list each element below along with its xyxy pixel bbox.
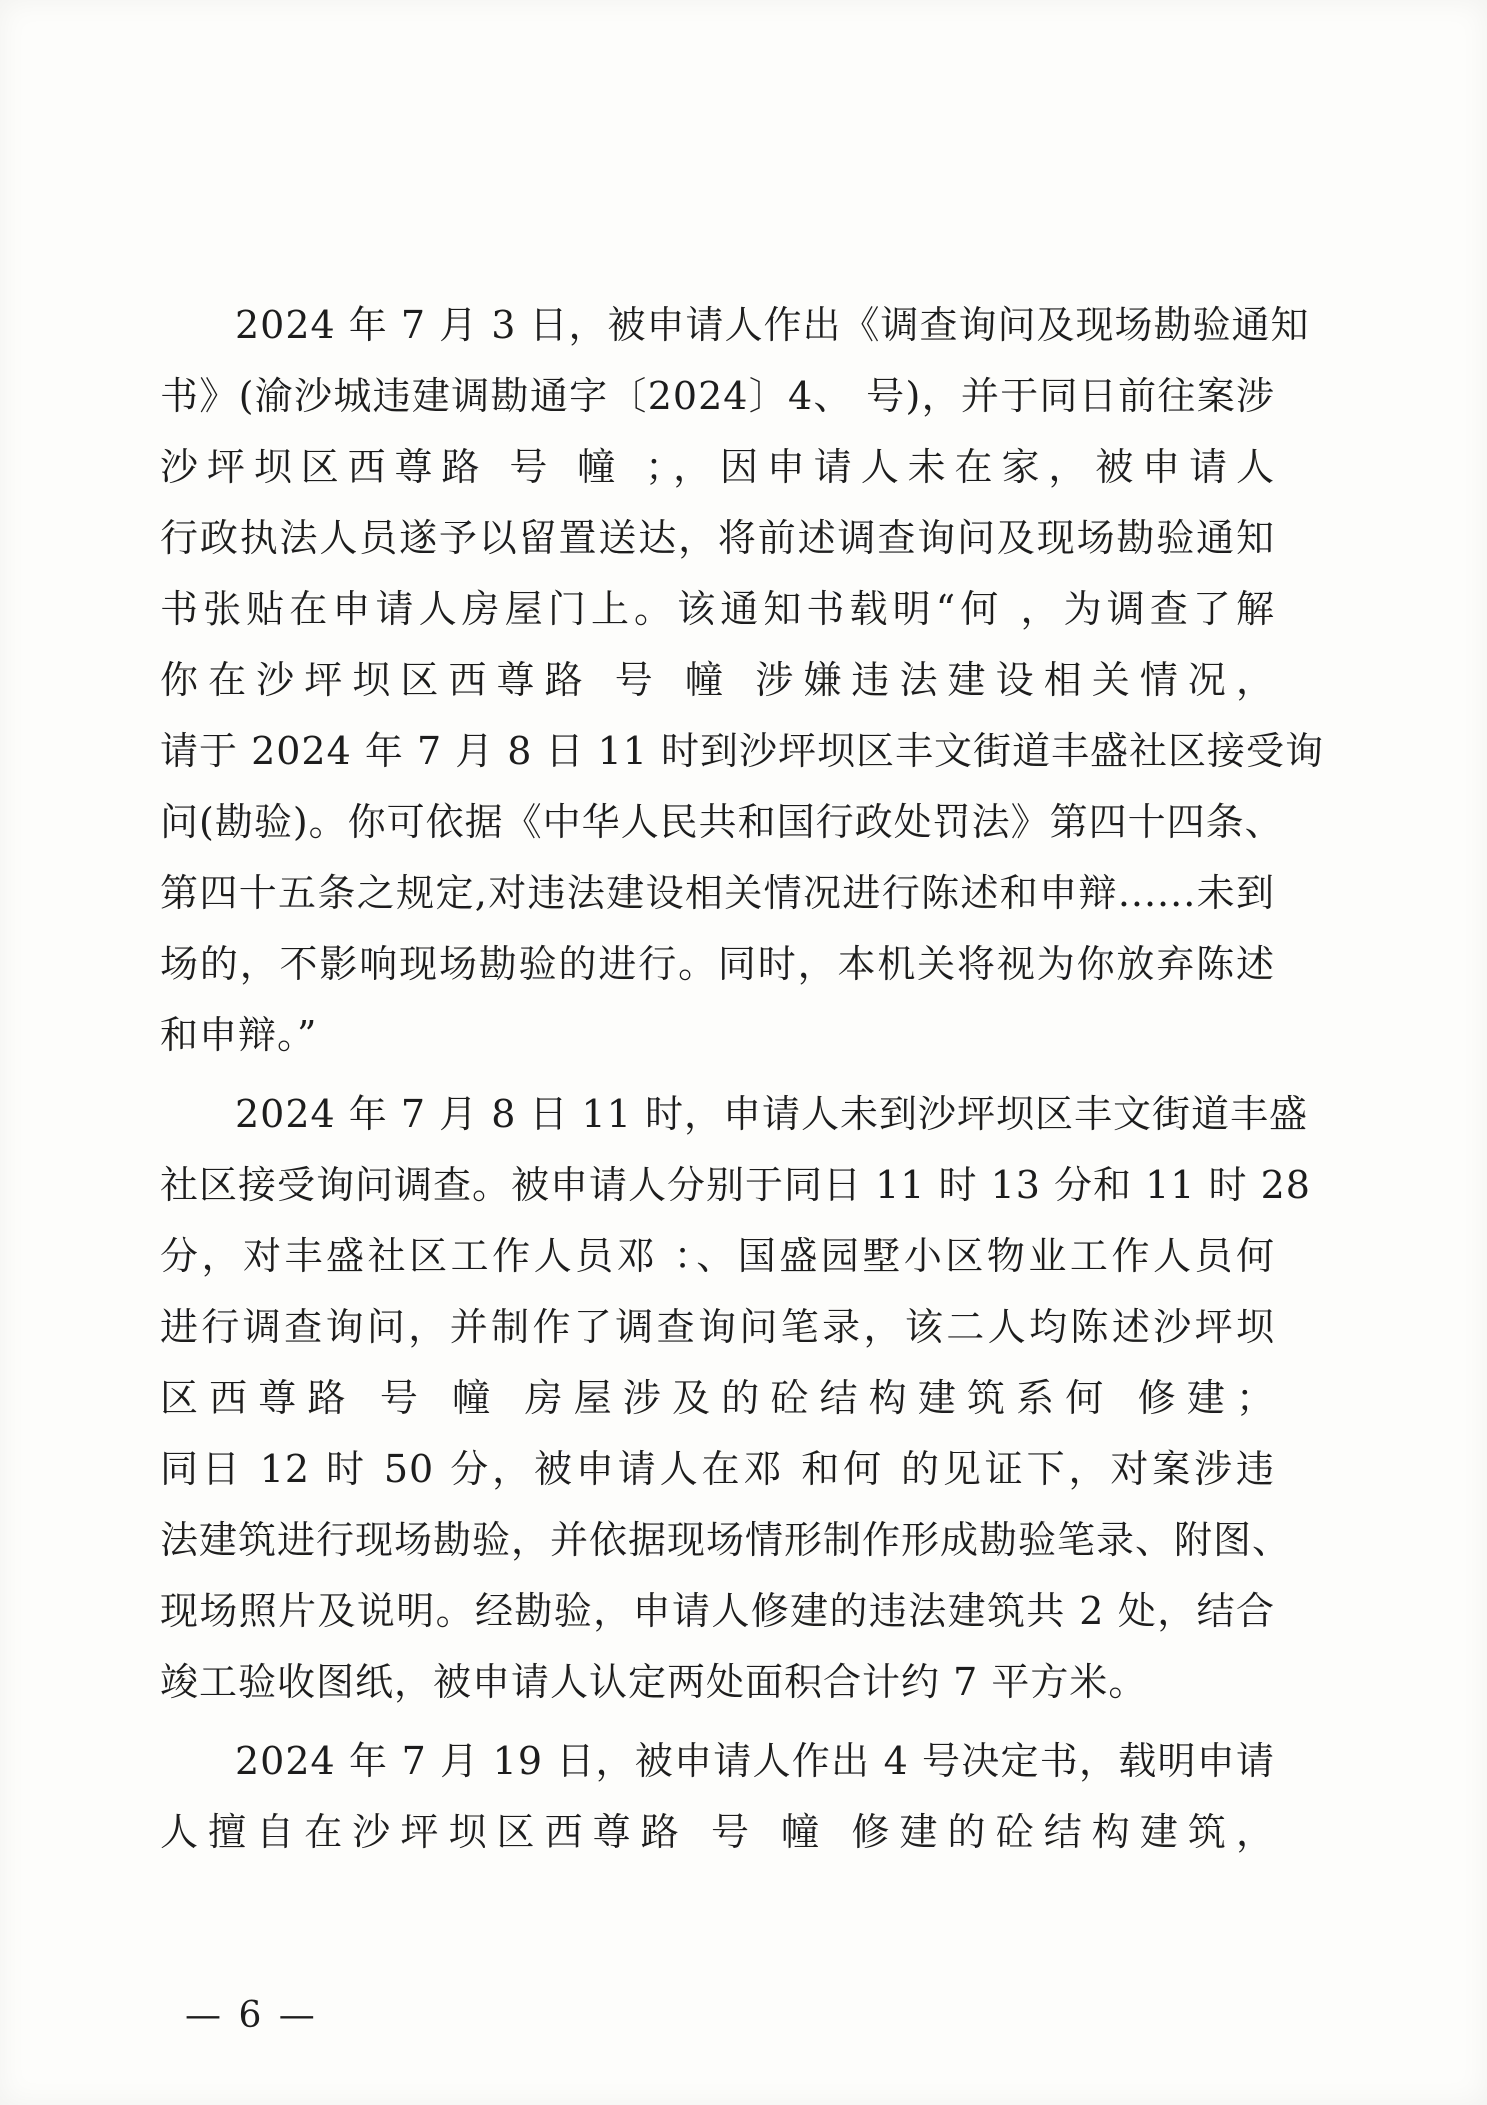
text-line: 书》(渝沙城违建调勘通字〔2024〕4、 号)，并于同日前往案涉 bbox=[160, 374, 1275, 418]
paragraph-1 bbox=[160, 290, 1325, 1071]
text-line: 场的，不影响现场勘验的进行。同时，本机关将视为你放弃陈述 bbox=[160, 942, 1275, 986]
text-line: 请于 2024 年 7 月 8 日 11 时到沙坪坝区丰文街道丰盛社区接受询 bbox=[160, 729, 1325, 773]
paragraph-spacer bbox=[160, 1071, 1275, 1079]
paragraph-2 bbox=[160, 1079, 1311, 1718]
document-body bbox=[160, 290, 1325, 1868]
paragraph-spacer bbox=[160, 1718, 1275, 1726]
text-line: 2024 年 7 月 8 日 11 时，申请人未到沙坪坝区丰文街道丰盛 bbox=[235, 1092, 1308, 1136]
text-line: 问(勘验)。你可依据《中华人民共和国行政处罚法》第四十四条、 bbox=[160, 800, 1284, 844]
text-line: 竣工验收图纸，被申请人认定两处面积合计约 7 平方米。 bbox=[160, 1660, 1148, 1704]
text-line: 同日 12 时 50 分，被申请人在邓 和何 的见证下，对案涉违 bbox=[160, 1447, 1275, 1491]
text-line: 现场照片及说明。经勘验，申请人修建的违法建筑共 2 处，结合 bbox=[160, 1589, 1275, 1633]
text-line: 2024 年 7 月 3 日，被申请人作出《调查询问及现场勘验通知 bbox=[235, 303, 1310, 347]
text-line: 区西尊路 号 幢 房屋涉及的砼结构建筑系何 修建； bbox=[160, 1376, 1275, 1420]
text-line: 行政执法人员遂予以留置送达，将前述调查询问及现场勘验通知 bbox=[160, 516, 1275, 560]
text-line: 你在沙坪坝区西尊路 号 幢 涉嫌违法建设相关情况， bbox=[160, 658, 1275, 702]
text-line: 沙坪坝区西尊路 号 幢 ；，因申请人未在家，被申请人 bbox=[160, 445, 1275, 489]
text-line: 进行调查询问，并制作了调查询问笔录，该二人均陈述沙坪坝 bbox=[160, 1305, 1275, 1349]
text-line: 书张贴在申请人房屋门上。该通知书载明“何 ，为调查了解 bbox=[160, 587, 1275, 631]
text-line: 法建筑进行现场勘验，并依据现场情形制作形成勘验笔录、附图、 bbox=[160, 1518, 1292, 1562]
text-line: 人擅自在沙坪坝区西尊路 号 幢 修建的砼结构建筑， bbox=[160, 1810, 1275, 1854]
paragraph-3 bbox=[160, 1726, 1275, 1868]
page-number: — 6 — bbox=[185, 1995, 318, 2036]
text-line: 社区接受询问调查。被申请人分别于同日 11 时 13 分和 11 时 28 bbox=[160, 1163, 1311, 1207]
text-line: 分，对丰盛社区工作人员邓 ：、国盛园墅小区物业工作人员何 bbox=[160, 1234, 1275, 1278]
text-line: 第四十五条之规定,对违法建设相关情况进行陈述和申辩......未到 bbox=[160, 871, 1275, 915]
text-line: 2024 年 7 月 19 日，被申请人作出 4 号决定书，载明申请 bbox=[235, 1739, 1275, 1783]
text-line: 和申辩。” bbox=[160, 1013, 318, 1057]
